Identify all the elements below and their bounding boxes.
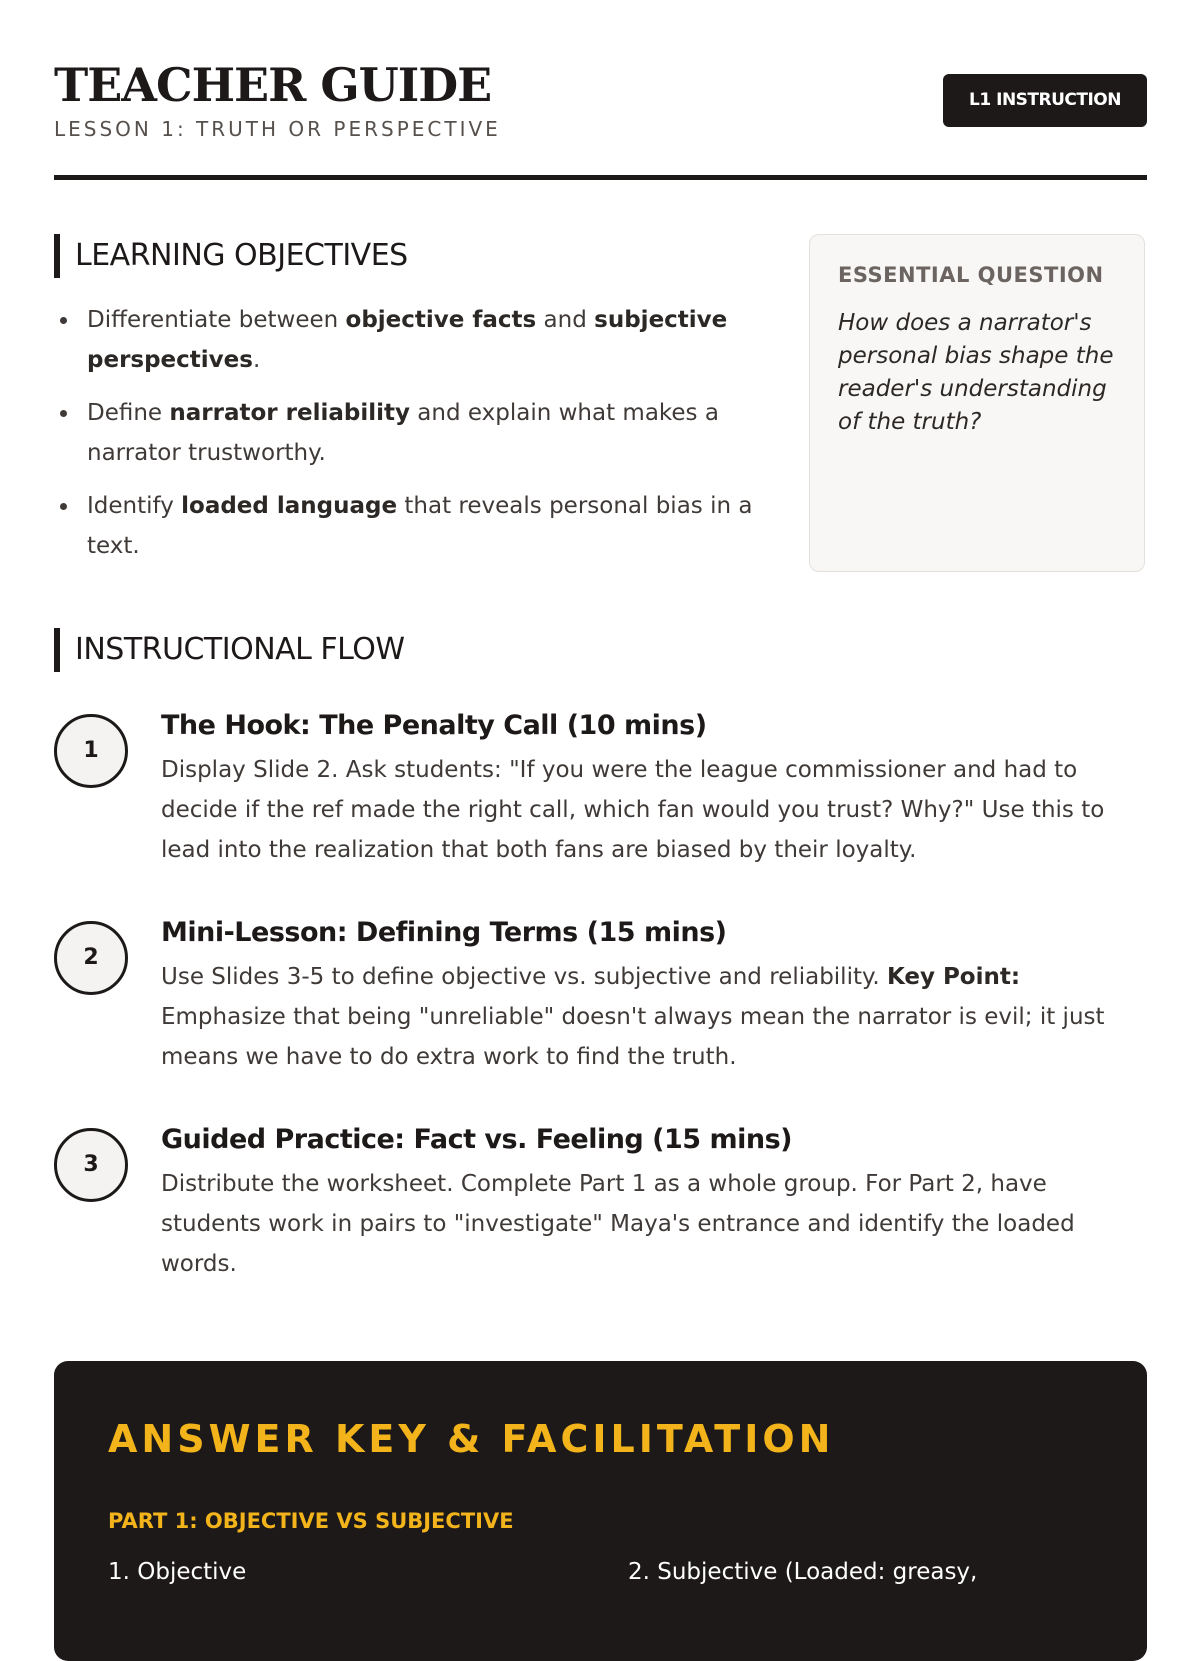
objective-item: Define narrator reliability and explain what makes a narrator trustworthy.	[87, 393, 807, 473]
step-number-badge: 3	[54, 1128, 128, 1202]
step-number-badge: 2	[54, 921, 128, 995]
essential-question-label: ESSENTIAL QUESTION	[838, 263, 1104, 287]
objective-item: Identify loaded language that reveals personal bias in a text.	[87, 486, 807, 566]
step-number-badge: 1	[54, 714, 128, 788]
step-description: Distribute the worksheet. Complete Part 1 as a whole group. For Part 2, have students work in pairs to "investigate" Maya's entrance and identify the loaded words.	[161, 1171, 1075, 1277]
answer-key-title: ANSWER KEY & FACILITATION	[108, 1417, 835, 1461]
step-title: The Hook: The Penalty Call (10 mins)	[161, 710, 707, 741]
instructional-flow-heading: INSTRUCTIONAL FLOW	[54, 628, 405, 672]
page-title: TEACHER GUIDE	[54, 58, 492, 112]
answer-item: 1. Objective	[108, 1559, 247, 1585]
essential-question-box	[809, 234, 1145, 572]
objectives-list	[54, 300, 807, 579]
step-title: Mini-Lesson: Defining Terms (15 mins)	[161, 917, 727, 948]
answer-key-panel	[54, 1361, 1147, 1661]
step-description: Display Slide 2. Ask students: "If you were the league commissioner and had to decide if the ref made the right call, which fan would you trust? Why?" Use this to lead into the realization that both fans are biased by their loyalty.	[161, 757, 1105, 863]
objective-item: Differentiate between objective facts and subjective perspectives.	[87, 300, 807, 380]
learning-objectives-heading: LEARNING OBJECTIVES	[54, 234, 408, 278]
page-header	[54, 58, 1147, 183]
step-description: Use Slides 3-5 to define objective vs. subjective and reliability. Key Point: Emphasize that being "unreliable" doesn't always mean the narrator is evil; it just means we have to do extra work to find the truth.	[161, 964, 1105, 1070]
part1-heading: PART 1: OBJECTIVE VS SUBJECTIVE	[108, 1509, 514, 1533]
essential-question-text: How does a narrator's personal bias shape the reader's understanding of the truth?	[838, 310, 1114, 435]
lesson-badge: L1 INSTRUCTION	[943, 74, 1147, 127]
header-divider	[54, 175, 1147, 180]
key-point-label: Key Point:	[886, 964, 1021, 990]
answer-item: 2. Subjective (Loaded: greasy,	[628, 1559, 978, 1585]
step-title: Guided Practice: Fact vs. Feeling (15 mins)	[161, 1124, 792, 1155]
page-subtitle: LESSON 1: TRUTH OR PERSPECTIVE	[54, 117, 501, 141]
